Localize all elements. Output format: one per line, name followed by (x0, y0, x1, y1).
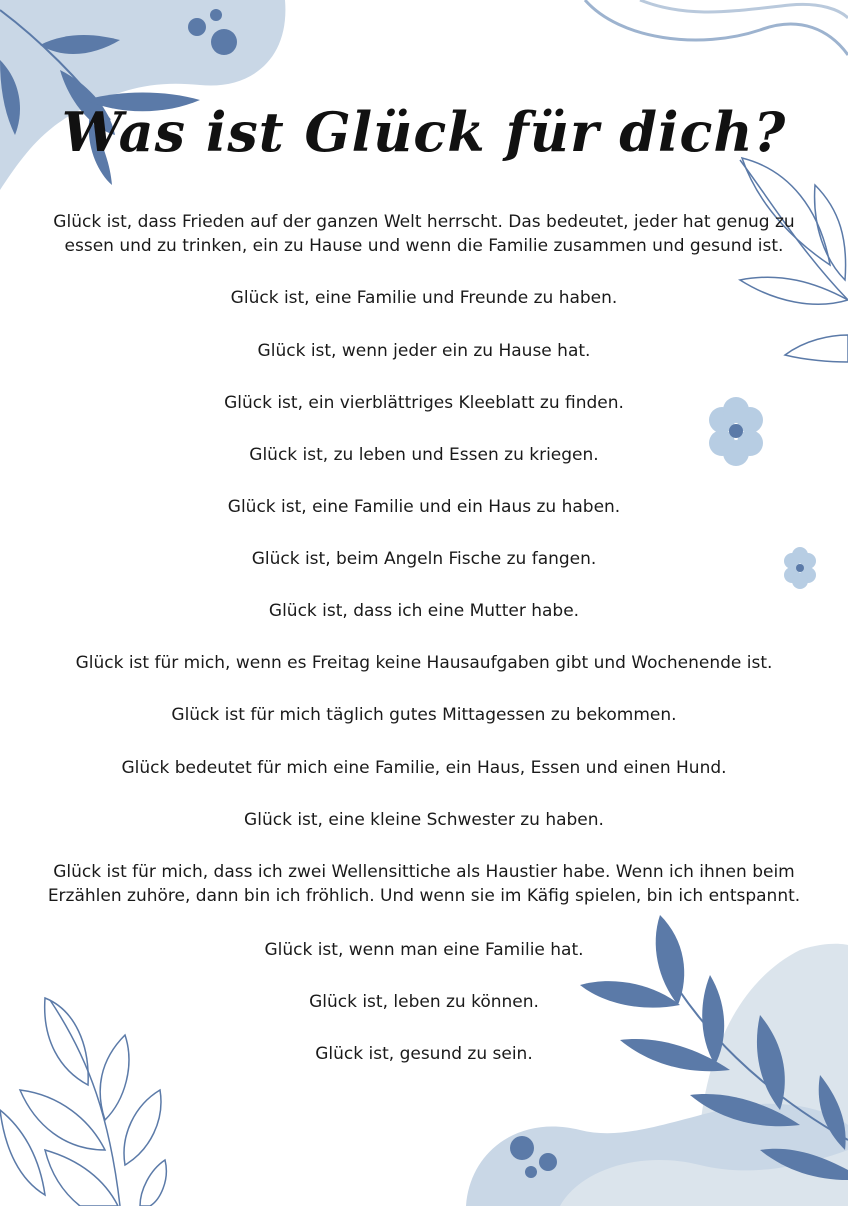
paragraph: Glück ist für mich täglich gutes Mittagessen zu bekommen. (171, 705, 677, 725)
dot-icon (525, 1166, 537, 1178)
paragraph: Glück ist, eine Familie und ein Haus zu haben. (227, 497, 621, 517)
paragraph: Glück ist, ein vierblättriges Kleeblatt zu finden. (224, 393, 624, 413)
paragraph: Glück ist, beim Angeln Fische zu fangen. (251, 549, 597, 569)
wave-line-icon (640, 0, 848, 18)
paragraph: Glück ist, leben zu können. (309, 992, 539, 1012)
dot-icon (188, 18, 206, 36)
wave-line-icon (585, 0, 848, 55)
page-title: Was ist Glück für dich? (61, 100, 787, 164)
dot-icon (539, 1153, 557, 1171)
leaf-branch-icon (740, 158, 848, 362)
dot-icon (211, 29, 237, 55)
paragraph: Glück ist, eine Familie und Freunde zu haben. (230, 288, 618, 308)
paragraph: Glück ist, zu leben und Essen zu kriegen. (249, 445, 599, 465)
paragraph: Glück ist für mich, dass ich zwei Wellensittiche als Haustier habe. Wenn ich ihnen beim Erzählen zuhöre, dann bin ich fröhlich. Und wenn sie im Käfig spielen, bin ich entspannt. (47, 862, 801, 906)
paragraph: Glück ist, gesund zu sein. (315, 1044, 533, 1064)
paragraph: Glück ist für mich, wenn es Freitag keine Hausaufgaben gibt und Wochenende ist. (75, 653, 773, 673)
paragraph: Glück ist, eine kleine Schwester zu haben. (244, 810, 604, 830)
leaf-branch-icon (0, 998, 166, 1206)
paragraph: Glück bedeutet für mich eine Familie, ein Haus, Essen und einen Hund. (121, 758, 727, 778)
paragraph: Glück ist, dass ich eine Mutter habe. (268, 601, 580, 621)
paragraph: Glück ist, dass Frieden auf der ganzen Welt herrscht. Das bedeutet, jeder hat genug zu essen und zu trinken, ein zu Hause und wenn die Familie zusammen und gesund ist. (53, 212, 795, 256)
paragraph: Glück ist, wenn man eine Familie hat. (264, 940, 584, 960)
dot-icon (510, 1136, 534, 1160)
paragraph: Glück ist, wenn jeder ein zu Hause hat. (257, 341, 591, 361)
dot-icon (210, 9, 222, 21)
